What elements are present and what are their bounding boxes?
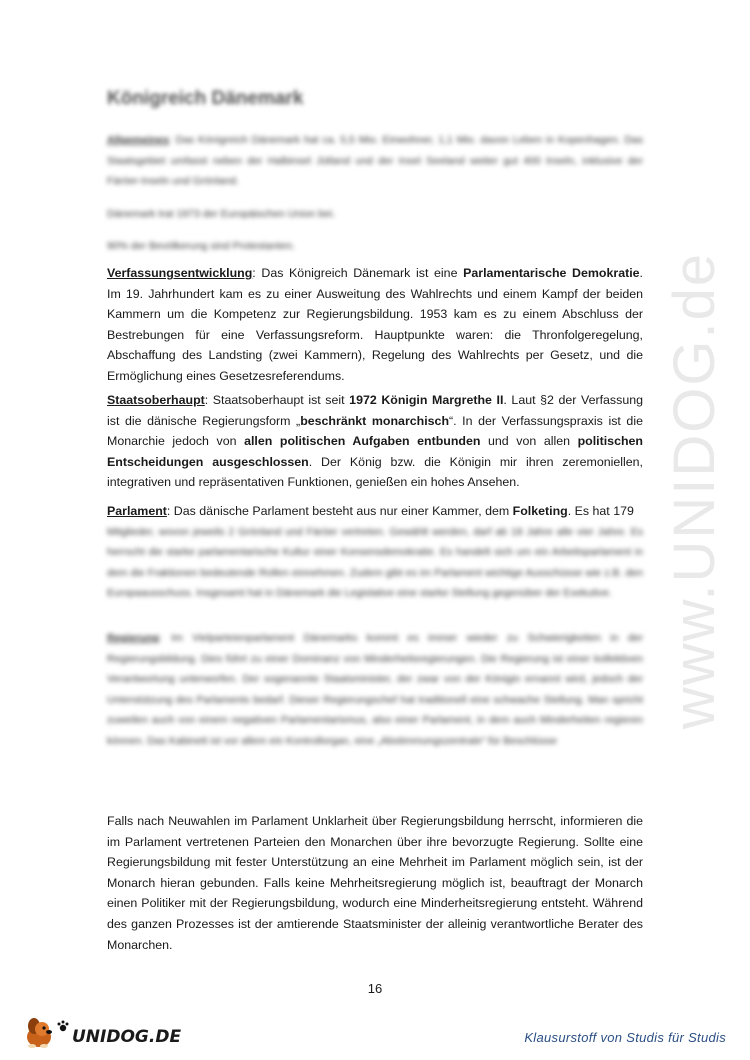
- section-regierung: [107, 628, 643, 752]
- watermark: [650, 250, 740, 730]
- watermark-text: www.UNIDOG.de: [662, 251, 728, 729]
- page-number: 16: [367, 981, 383, 996]
- parlament-heading: Parlament: [107, 504, 167, 518]
- section-closing: [107, 811, 643, 955]
- logo-text: UNIDOG.DE: [72, 1027, 182, 1047]
- regierung-heading: Regierung: [107, 632, 159, 644]
- unidog-logo[interactable]: [22, 1013, 181, 1049]
- section-verfassung: [107, 263, 643, 387]
- parlament-blurred-text: Mitglieder, wovon jeweils 2 Grönland und Färöer vertreten. Gewählt werden, darf ab 18 Jahre alle vier Jahre. Es herrscht die starke parlamentarische Kultur einer Konsensdemokratie. Es handelt sich um ein Arbeitsparlament in dem die Fraktionen bedeutende Rollen einnehmen. Zudem gibt es im Parlament wichtige Ausschüsse wie z.B. den Europaausschuss. Insgesamt hat in Dänemark die Legislative eine starke Stellung gegenüber der Exekutive.: [107, 525, 643, 600]
- paw-icon: [56, 1019, 70, 1033]
- allgemeines-heading: Allgemeines: [107, 134, 169, 146]
- regierung-paragraph: Regierung: Im Vielparteienparlament Dänemarks kommt es immer wieder zu Schwierigkeiten in der Regierungsbildung. Dies führt zu einer Dominanz von Minderheitsregierungen. Die Regierung ist einer kollektiven Verantwortung unterworfen. Der sogenannte Staatsminister, der zwar von der Königin ernannt wird, jedoch der Unterstützung des Parlaments bedarf. Dieser Regierungschef hat traditionell eine schwache Stellung. Man spricht zuweilen auch von einem negativen Parlamentarismus, also einer Parlament, in dem auch Minderheiten regieren können. Das Kabinett ist vor allem ein Kontrollorgan, eine „Abstimmungszentrale“ für Beschlüsse: [107, 632, 643, 747]
- parlament-paragraph: Parlament: Das dänische Parlament besteht aus nur einer Kammer, dem Folketing. Es hat 179: [107, 504, 634, 518]
- section-staatsoberhaupt: [107, 390, 643, 493]
- verfassung-heading: Verfassungsentwicklung: [107, 266, 253, 280]
- allgemeines-paragraph: Allgemeines: Das Königreich Dänemark hat ca. 5,5 Mio. Einwohner, 1,1 Mio. davon Leben in Kopenhagen. Das Staatsgebiet umfasst neben der Halbinsel Jütland und der Insel Seeland weiter gut 400 Inseln, inklusive der Färöer-Inseln und Grönland.: [107, 134, 643, 188]
- staatsoberhaupt-paragraph: Staatsoberhaupt: Staatsoberhaupt ist seit 1972 Königin Margrethe II. Laut §2 der Verfassung ist die dänische Regierungsform „beschränkt monarchisch“. In der Verfassungspraxis ist die Monarchie jedoch von allen politischen Aufgaben entbunden und von allen politischen Entscheidungen ausgeschlossen. Der König bzw. die Königin mir ihren zeremoniellen, integrativen und repräsentativen Funktionen, genießen ein hohes Ansehen.: [107, 393, 643, 490]
- section-parlament: [107, 501, 643, 604]
- footer-tagline: Klausurstoff von Studis für Studis: [524, 1030, 726, 1045]
- document-title: Königreich Dänemark: [107, 88, 304, 109]
- verfassung-paragraph: Verfassungsentwicklung: Das Königreich Dänemark ist eine Parlamentarische Demokratie. Im 19. Jahrhundert kam es zu einer Ausweitung des Wahlrechts und einem Kampf der beiden Kammern um die Kompetenz zur Regierungsbildung. 1953 kam es zu einem Abschluss der Bestrebungen für eine Verfassungsreform. Hauptpunkte waren: die Thronfolgeregelung, Abschaffung des Landsting (zwei Kammern), Regelung des Wahlrechts per Gesetz, und die Ermöglichung eines Gesetzesreferendums.: [107, 266, 643, 383]
- dog-icon: [22, 1015, 56, 1049]
- section-allgemeines: [107, 130, 643, 257]
- closing-paragraph: Falls nach Neuwahlen im Parlament Unklarheit über Regierungsbildung herrscht, informieren die im Parlament vertretenen Parteien den Monarchen über ihre bevorzugte Regierung. Sollte eine Regierungsbildung mit fester Unterstützung an eine Mehrheit im Parlament möglich sein, ist der Monarch hieran gebunden. Falls keine Mehrheitsregierung möglich ist, beauftragt der Monarch einen Politiker mit der Regierungsbildung, wodurch eine Minderheitsregierung entsteht. Während des ganzen Prozesses ist der amtierende Staatsminister der alleinig verantwortliche Berater des Monarchen.: [107, 814, 643, 952]
- allgemeines-religion: 90% der Bevölkerung sind Protestanten.: [107, 240, 295, 253]
- staatsoberhaupt-heading: Staatsoberhaupt: [107, 393, 205, 407]
- allgemeines-eu: Dänemark trat 1973 der Europäischen Union bei.: [107, 207, 336, 220]
